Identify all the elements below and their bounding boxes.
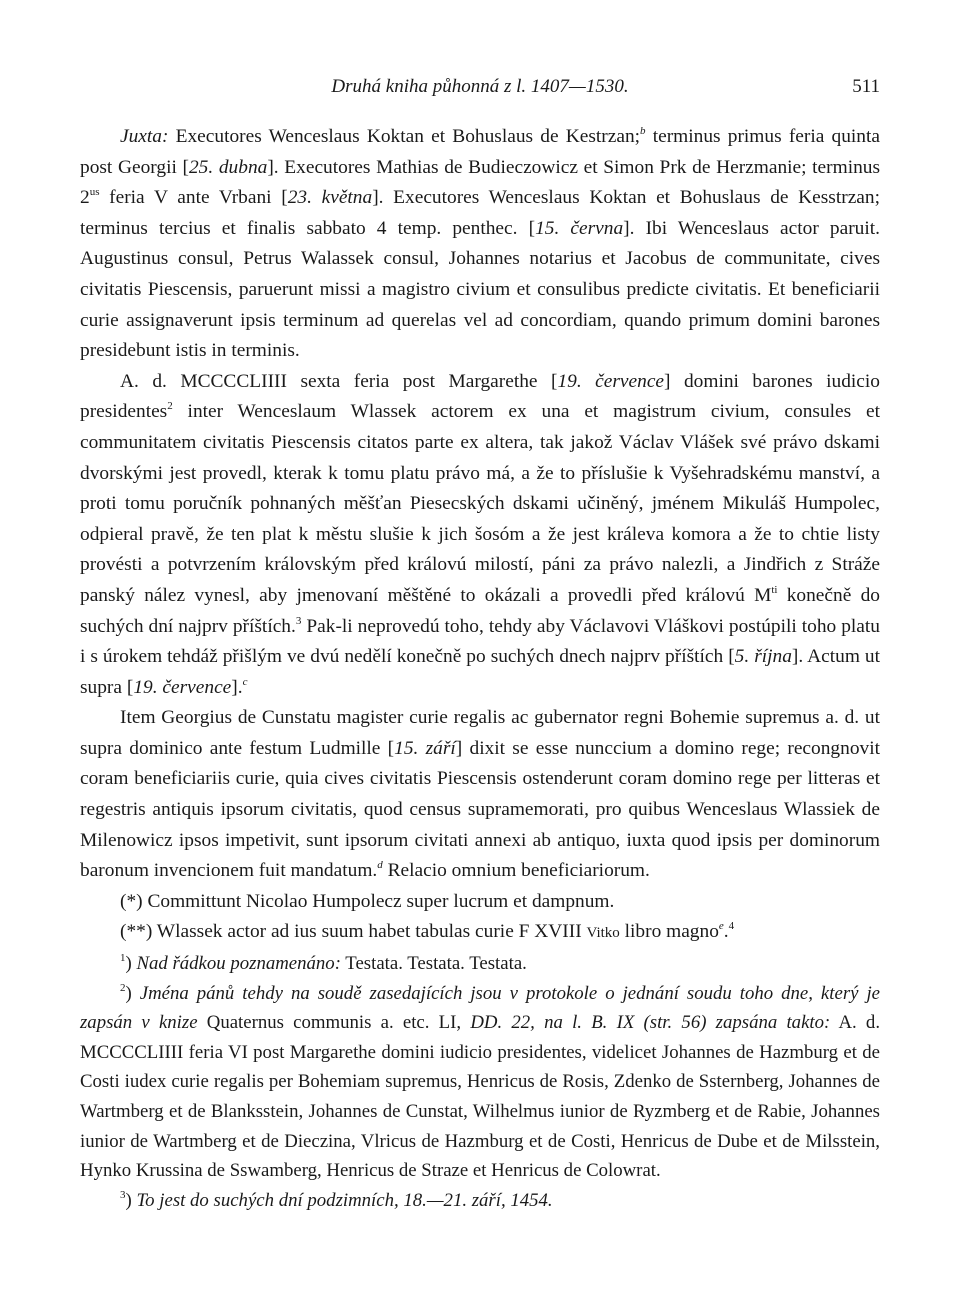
text-segment: A. d. MCCCCLIIII sexta feria post Margarethe [ bbox=[120, 370, 558, 392]
note-double-star bbox=[80, 917, 880, 949]
footnote-number: 3 bbox=[120, 1188, 126, 1201]
marginal-name: Vitko bbox=[586, 925, 620, 942]
note-star: (*) Committunt Nicolao Humpolecz super lucrum et dampnum. bbox=[120, 890, 615, 912]
text-segment: (**) Wlassek actor ad ius suum habet tabulas curie F XVIII bbox=[120, 921, 587, 943]
text-segment: ]. Executores Mathias de Budieczowicz et Simon Prk de Herzmanie; terminus 2 bbox=[80, 156, 881, 209]
text-segment: feria V ante Vrbani [ bbox=[99, 187, 288, 209]
running-title: Druhá kniha půhonná z l. 1407—1530. bbox=[331, 76, 629, 97]
footnote-ref-2: 2 bbox=[167, 400, 173, 413]
text-segment: Executores Wenceslaus Koktan et Bohuslaus de Kestrzan; bbox=[168, 126, 641, 147]
text-segment: Relacio omnium beneficiariorum. bbox=[382, 860, 650, 882]
footnote-italic: DD. 22, na l. B. IX (str. 56) zapsána takto: bbox=[470, 1012, 831, 1034]
text-segment: ] dixit se esse nunccium a domino rege; recongnovit coram beneficiariis curie, quia cives civitatis Piescensis ostenderunt coram domino rege per litteras et regestris antiquis ipsorum civitatis, quod census supramemorati, pro quibus Wenceslaus Wlassiek de Milenowicz ipsos impetivit, sunt ipsorum civitati annexi ab antiquo, iuxta quod ipsis per dominorum baronum invencionem fuit mandatum. bbox=[80, 737, 880, 882]
page-number: 511 bbox=[852, 76, 880, 97]
footnote-mark-b: b bbox=[640, 125, 646, 137]
paragraph-georgius bbox=[80, 703, 880, 887]
text-segment: ]. Ibi Wenceslaus actor paruit. Augustinus consul, Petrus Walassek consul, Johannes notarius et Jacobus de communitate, cives civitatis Piescensis, paruerunt missi a magistro civium et consulibus predicte civitatis. Et beneficiarii curie assignaverunt ipsis terminum ad querelas vel ad concordiam, quando primum domini barones presidebunt istis in terminis. bbox=[80, 217, 880, 362]
footnote-number: 1 bbox=[120, 952, 126, 965]
text-segment: . bbox=[723, 921, 729, 943]
text-segment: Item Georgius de Cunstatu magister curie regalis ac gubernator regni Bohemie supremus a. d. ut supra dominico ante festum Ludmille [ bbox=[80, 707, 880, 759]
date-gloss: 15. září bbox=[394, 737, 456, 759]
footnote-number: 2 bbox=[120, 981, 126, 994]
footnote-label: Nad řádkou poznamenáno: bbox=[136, 953, 341, 975]
date-gloss: 23. května bbox=[287, 187, 373, 209]
text-segment: ]. Executores Wenceslaus Koktan et Bohuslaus de Kesstrzan; terminus tercius et finalis sabbato 4 temp. penthec. [ bbox=[80, 187, 880, 239]
text-segment: libro magno bbox=[619, 921, 719, 943]
text-segment: terminus primus feria quinta post Georgii [ bbox=[80, 126, 880, 178]
footnote-italic: To jest do suchých dní podzimních, 18.—21. září, 1454. bbox=[136, 1189, 553, 1211]
footnote-1: $^1$) Nad řádkou poznamenáno: Testata. Testata. Testata. bbox=[120, 952, 527, 975]
text-segment: ] domini barones iudicio presidentes bbox=[80, 370, 881, 423]
main-text bbox=[80, 122, 880, 1215]
text-segment: , bbox=[456, 1012, 471, 1034]
text-segment: ]. bbox=[231, 676, 243, 698]
text-segment: inter Wenceslaum Wlassek actorem ex una et magistrum civium, consules et communitatem civitatis Piescensis citatos parte ex altera, tak jakož Václav Vlášek své právo dskami dvorskými jest provedl, kterak k tomu platu právo má, a že to příslušie k Vyšehradskému manství, a proti tomu poručník pohnaných měšťan Piesecských dskami učiněný, jménem Mikuláš Humpolec, odpieral pravě, že ten plat k městu slušie k jich šosóm a že jest králeva komora a že to chtie listy provésti a potvrzením královským před královú milostí, páni za právo nalezli, a Jindřich z Stráže panský nález vynesl, aby jmenovaní měštěné to okázali a provedli před královú M bbox=[80, 401, 880, 606]
footnote-mark-d: d bbox=[377, 859, 383, 872]
superscript-us: us bbox=[89, 186, 100, 199]
juxta-label: Juxta: bbox=[120, 126, 169, 147]
text-segment: ]. Actum ut supra [ bbox=[80, 646, 880, 698]
superscript-ti: ti bbox=[771, 583, 778, 596]
footnotes bbox=[80, 949, 880, 1215]
text-segment: konečně do suchých dní najprv příštích. bbox=[80, 584, 880, 637]
text-segment: Testata. Testata. Testata. bbox=[340, 953, 527, 975]
footnote-ref-4: 4 bbox=[728, 920, 735, 933]
date-gloss: 15. června bbox=[535, 217, 624, 239]
paragraph-1454-verdict bbox=[80, 367, 880, 704]
footnote-ref-3: 3 bbox=[295, 614, 302, 627]
running-header bbox=[80, 76, 880, 106]
text-segment: A. d. MCCCCLIIII feria VI post Margarethe domini iudicio presidentes, videlicet Johannes de Hazmburg et de Costi iudex curie regalis per Bohemiam supremus, Henricus de Rosis, Zdenko de Ssternberg, Johannes de Wartmberg et de Blanksstein, Johannes de Cunstat, Wilhelmus iunior de Ryzmberg et de Rabie, Johannes iunior de Wartmberg et de Dieczina, Vlricus de Hazmburg et de Costi, Henricus de Dube et de Milsstein, Hynko Krussina de Sswamberg, Henricus de Straze et Henricus de Colowrat. bbox=[80, 1012, 881, 1182]
footnote-3: $^3$) To jest do suchých dní podzimních, 18.—21. září, 1454. bbox=[120, 1188, 553, 1211]
text-segment: Quaternus communis a. etc. L bbox=[197, 1012, 451, 1034]
paragraph-juxta bbox=[80, 122, 880, 367]
date-gloss: 25. dubna bbox=[188, 156, 268, 178]
footnote-2: $^2$) Jména pánů tehdy na soudě zasedajících jsou v protokole o jednání soudu toho dne, který je zapsán v knize Quaternus communis a. etc. LI, DD. 22, na l. B. IX (str. 56) zapsána takto: A. d. MCCCCLIIII feria VI post Margarethe domini iudicio presidentes, videlicet Johannes de Hazmburg et de Costi iudex curie regalis per Bohemiam supremus, Henricus de Rosis, Zdenko de Ssternberg, Johannes de Wartmberg et de Blanksstein, Johannes de Cunstat, Wilhelmus iunior de Ryzmberg et de Rabie, Johannes iunior de Wartmberg et de Dieczina, Vlricus de Hazmburg et de Costi, Henricus de Dube et de Milsstein, Hynko Krussina de Sswamberg, Henricus de Straze et Henricus de Colowrat. bbox=[80, 981, 881, 1182]
date-gloss: 5. října bbox=[734, 646, 792, 668]
date-gloss: 19. července bbox=[133, 676, 232, 698]
text-segment: Pak-li neprovedú toho, tehdy aby Václavovi Vláškovi postúpili toho platu i s úrokem tehdáž přišlým ve dvú nedělí konečně po suchých dnech najprv příštích [ bbox=[80, 615, 880, 668]
date-gloss: 19. července bbox=[557, 370, 665, 392]
overlined-numeral: I bbox=[450, 1012, 457, 1034]
footnote-italic: Jména pánů tehdy na soudě zasedajících jsou v protokole o jednání soudu toho dne, který je zapsán v knize bbox=[80, 982, 881, 1034]
footnote-mark-e: e bbox=[718, 920, 724, 933]
footnote-mark-c: c bbox=[242, 675, 248, 688]
